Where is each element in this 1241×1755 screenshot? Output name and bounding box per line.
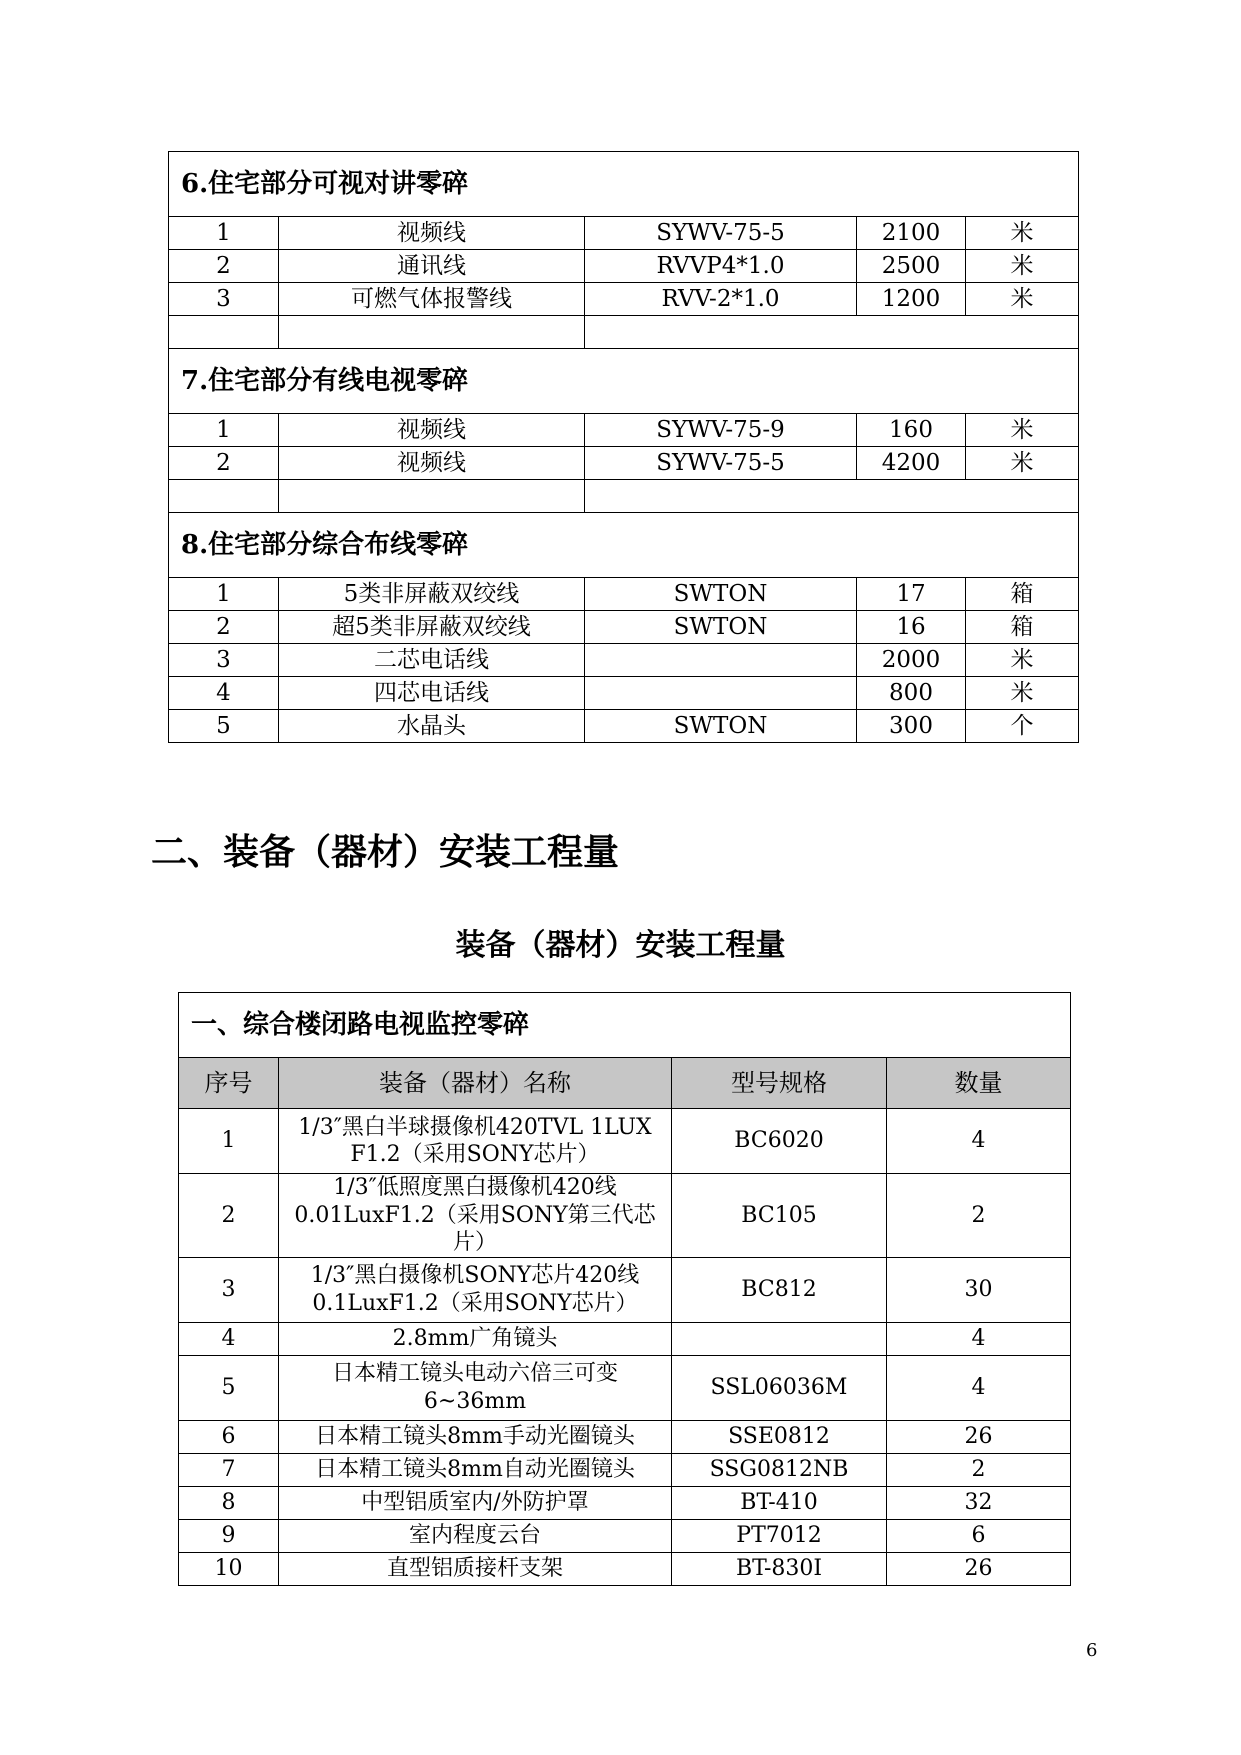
cell-model: RVV-2*1.0 bbox=[585, 283, 857, 316]
cell-quantity: 2000 bbox=[857, 644, 966, 677]
cell-quantity: 17 bbox=[857, 578, 966, 611]
cell-model: SYWV-75-9 bbox=[585, 414, 857, 447]
section-title: 6.住宅部分可视对讲零碎 bbox=[169, 152, 1079, 217]
cell-name: 通讯线 bbox=[279, 250, 585, 283]
cell-name: 1/3″黑白半球摄像机420TVL 1LUX F1.2（采用SONY芯片） bbox=[279, 1109, 672, 1174]
cell-index: 4 bbox=[179, 1322, 279, 1355]
cell-index: 8 bbox=[179, 1486, 279, 1519]
cell-quantity: 32 bbox=[887, 1486, 1071, 1519]
cell-model: SYWV-75-5 bbox=[585, 217, 857, 250]
cell-index: 3 bbox=[169, 283, 279, 316]
header-quantity: 数量 bbox=[887, 1058, 1071, 1109]
cell-index: 6 bbox=[179, 1420, 279, 1453]
cell-index: 7 bbox=[179, 1453, 279, 1486]
cell-name: 日本精工镜头8mm自动光圈镜头 bbox=[279, 1453, 672, 1486]
cell-name: 水晶头 bbox=[279, 710, 585, 743]
cell-name: 视频线 bbox=[279, 414, 585, 447]
cell-index: 5 bbox=[179, 1355, 279, 1420]
cell-unit: 个 bbox=[966, 710, 1079, 743]
cell-model: BT-410 bbox=[672, 1486, 887, 1519]
cell-name: 室内程度云台 bbox=[279, 1519, 672, 1552]
cell-index: 1 bbox=[169, 217, 279, 250]
cell-quantity: 4200 bbox=[857, 447, 966, 480]
cell-index: 3 bbox=[169, 644, 279, 677]
header-name: 装备（器材）名称 bbox=[279, 1058, 672, 1109]
page-number: 6 bbox=[1086, 1640, 1098, 1661]
cell-quantity: 2500 bbox=[857, 250, 966, 283]
cell-unit: 米 bbox=[966, 283, 1079, 316]
cell-name: 日本精工镜头8mm手动光圈镜头 bbox=[279, 1420, 672, 1453]
cell-model: BC812 bbox=[672, 1257, 887, 1322]
empty-cell bbox=[585, 316, 1079, 349]
cell-index: 3 bbox=[179, 1257, 279, 1322]
cell-quantity: 4 bbox=[887, 1355, 1071, 1420]
cell-model: BC6020 bbox=[672, 1109, 887, 1174]
cell-index: 2 bbox=[179, 1174, 279, 1258]
cell-quantity: 4 bbox=[887, 1109, 1071, 1174]
cell-unit: 箱 bbox=[966, 611, 1079, 644]
cell-index: 2 bbox=[169, 611, 279, 644]
cell-quantity: 160 bbox=[857, 414, 966, 447]
cell-model: SSE0812 bbox=[672, 1420, 887, 1453]
cell-name: 可燃气体报警线 bbox=[279, 283, 585, 316]
header-index: 序号 bbox=[179, 1058, 279, 1109]
cell-model: SWTON bbox=[585, 578, 857, 611]
cell-quantity: 26 bbox=[887, 1420, 1071, 1453]
cell-unit: 米 bbox=[966, 414, 1079, 447]
cell-model: PT7012 bbox=[672, 1519, 887, 1552]
cell-name: 超5类非屏蔽双绞线 bbox=[279, 611, 585, 644]
cell-quantity: 26 bbox=[887, 1552, 1071, 1585]
cell-index: 2 bbox=[169, 250, 279, 283]
cell-quantity: 2100 bbox=[857, 217, 966, 250]
cell-index: 1 bbox=[169, 414, 279, 447]
empty-cell bbox=[169, 316, 279, 349]
cell-name: 中型铝质室内/外防护罩 bbox=[279, 1486, 672, 1519]
cell-name: 直型铝质接杆支架 bbox=[279, 1552, 672, 1585]
cell-model bbox=[585, 644, 857, 677]
empty-cell bbox=[279, 316, 585, 349]
cell-name: 1/3″低照度黑白摄像机420线0.01LuxF1.2（采用SONY第三代芯片） bbox=[279, 1174, 672, 1258]
cell-index: 1 bbox=[179, 1109, 279, 1174]
empty-cell bbox=[169, 480, 279, 513]
cell-model: SSL06036M bbox=[672, 1355, 887, 1420]
cell-model: SSG0812NB bbox=[672, 1453, 887, 1486]
cell-index: 2 bbox=[169, 447, 279, 480]
cell-name: 5类非屏蔽双绞线 bbox=[279, 578, 585, 611]
cell-unit: 米 bbox=[966, 217, 1079, 250]
cell-model: SYWV-75-5 bbox=[585, 447, 857, 480]
cell-quantity: 4 bbox=[887, 1322, 1071, 1355]
cell-model: BC105 bbox=[672, 1174, 887, 1258]
cell-quantity: 16 bbox=[857, 611, 966, 644]
section-heading: 二、装备（器材）安装工程量 bbox=[151, 831, 620, 873]
cell-name: 视频线 bbox=[279, 217, 585, 250]
section-title: 一、综合楼闭路电视监控零碎 bbox=[179, 993, 1071, 1058]
cell-quantity: 2 bbox=[887, 1174, 1071, 1258]
cell-model: RVVP4*1.0 bbox=[585, 250, 857, 283]
cell-quantity: 2 bbox=[887, 1453, 1071, 1486]
cell-quantity: 800 bbox=[857, 677, 966, 710]
cell-unit: 米 bbox=[966, 250, 1079, 283]
cell-unit: 米 bbox=[966, 447, 1079, 480]
cell-name: 日本精工镜头电动六倍三可变6~36mm bbox=[279, 1355, 672, 1420]
cell-index: 10 bbox=[179, 1552, 279, 1585]
cell-model: SWTON bbox=[585, 611, 857, 644]
cell-name: 2.8mm广角镜头 bbox=[279, 1322, 672, 1355]
cell-quantity: 1200 bbox=[857, 283, 966, 316]
empty-cell bbox=[585, 480, 1079, 513]
cell-index: 9 bbox=[179, 1519, 279, 1552]
cell-model: BT-830I bbox=[672, 1552, 887, 1585]
cell-model bbox=[672, 1322, 887, 1355]
cell-quantity: 300 bbox=[857, 710, 966, 743]
cell-unit: 箱 bbox=[966, 578, 1079, 611]
cell-unit: 米 bbox=[966, 677, 1079, 710]
cell-index: 5 bbox=[169, 710, 279, 743]
cell-quantity: 6 bbox=[887, 1519, 1071, 1552]
cell-quantity: 30 bbox=[887, 1257, 1071, 1322]
cell-index: 4 bbox=[169, 677, 279, 710]
equipment-table bbox=[178, 992, 1071, 1586]
cell-name: 1/3″黑白摄像机SONY芯片420线0.1LuxF1.2（采用SONY芯片） bbox=[279, 1257, 672, 1322]
cell-model: SWTON bbox=[585, 710, 857, 743]
cell-index: 1 bbox=[169, 578, 279, 611]
cell-unit: 米 bbox=[966, 644, 1079, 677]
cell-name: 二芯电话线 bbox=[279, 644, 585, 677]
section-title: 8.住宅部分综合布线零碎 bbox=[169, 513, 1079, 578]
empty-cell bbox=[279, 480, 585, 513]
cell-model bbox=[585, 677, 857, 710]
cabling-table bbox=[168, 151, 1079, 743]
table-title: 装备（器材）安装工程量 bbox=[455, 928, 786, 963]
cell-name: 视频线 bbox=[279, 447, 585, 480]
header-model: 型号规格 bbox=[672, 1058, 887, 1109]
cell-name: 四芯电话线 bbox=[279, 677, 585, 710]
section-title: 7.住宅部分有线电视零碎 bbox=[169, 349, 1079, 414]
